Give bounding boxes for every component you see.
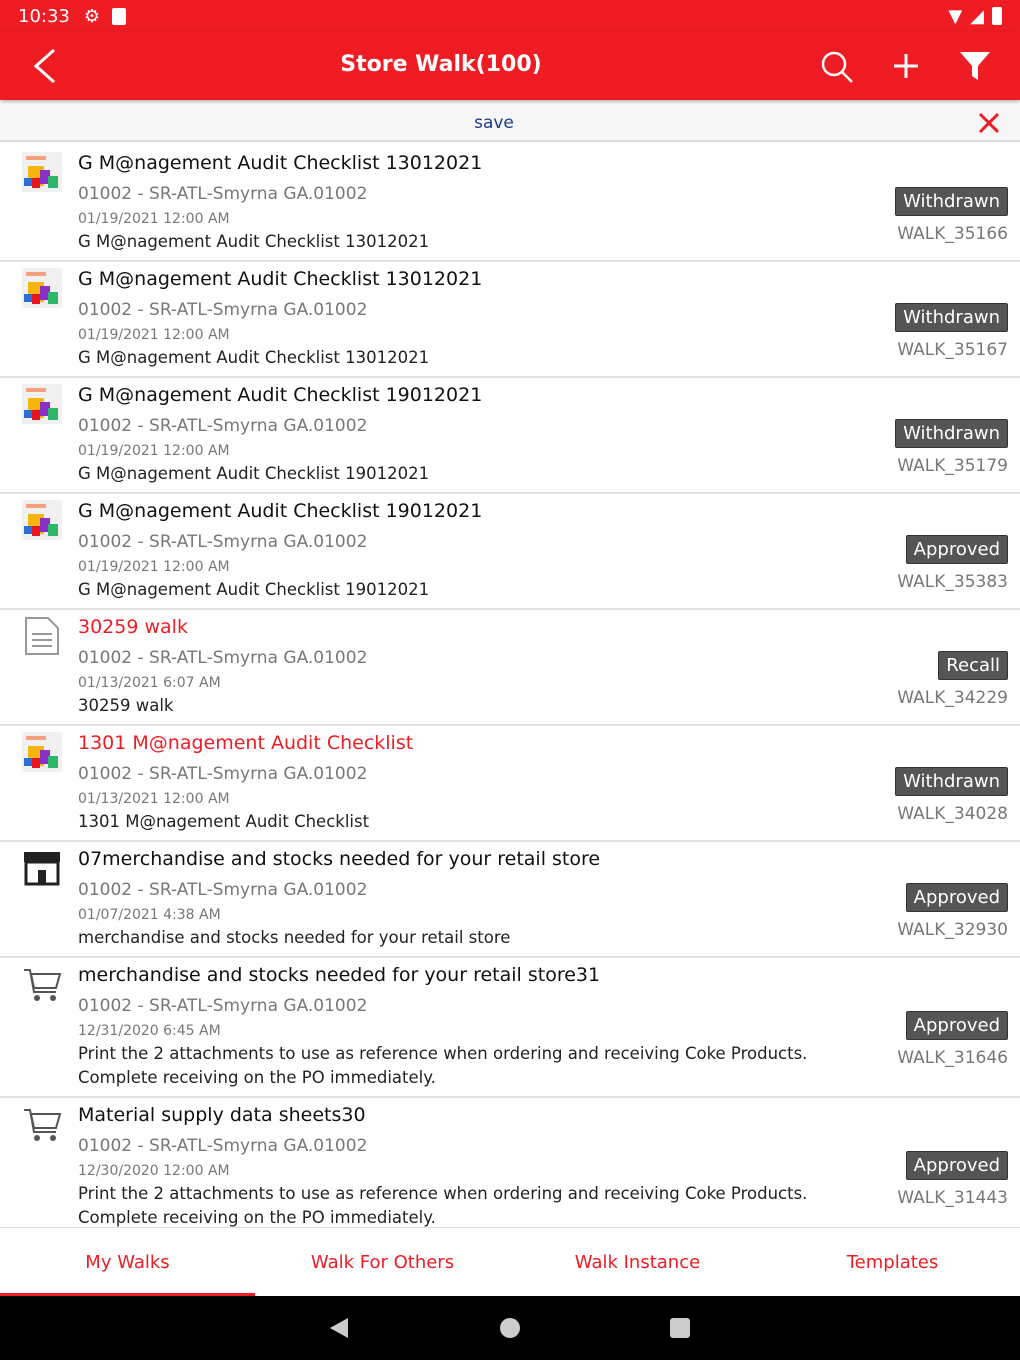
item-date: 01/19/2021 12:00 AM [78, 443, 230, 459]
item-meta [890, 378, 1020, 492]
item-description: G M@nagement Audit Checklist 13012021 [78, 232, 430, 251]
item-store: 01002 - SR-ATL-Smyrna GA.01002 [78, 416, 368, 436]
wifi-icon: ▼ [948, 5, 963, 27]
item-store: 01002 - SR-ATL-Smyrna GA.01002 [78, 764, 368, 784]
item-title: Material supply data sheets30 [78, 1104, 366, 1126]
item-store: 01002 - SR-ATL-Smyrna GA.01002 [78, 880, 368, 900]
item-title: 07merchandise and stocks needed for your retail store [78, 848, 601, 870]
item-meta [890, 726, 1020, 840]
walk-id: WALK_32930 [897, 919, 1008, 940]
item-meta [890, 262, 1020, 376]
item-date: 01/13/2021 12:00 AM [78, 791, 230, 807]
item-description: G M@nagement Audit Checklist 19012021 [78, 580, 430, 599]
item-title: 30259 walk [78, 616, 188, 638]
list-item[interactable] [0, 378, 1020, 494]
status-badge[interactable]: Approved [906, 1011, 1008, 1040]
walk-id: WALK_31443 [897, 1187, 1008, 1208]
status-badge[interactable]: Recall [938, 651, 1008, 680]
document-icon [22, 616, 62, 656]
walk-id: WALK_34028 [897, 803, 1008, 824]
status-badge[interactable]: Withdrawn [895, 303, 1008, 332]
walk-id: WALK_35167 [897, 339, 1008, 360]
tab-my-walks[interactable]: My Walks [0, 1228, 255, 1296]
storefront-icon [22, 848, 62, 888]
bottom-tabs [0, 1227, 1020, 1296]
status-bar [0, 0, 1020, 32]
item-body [78, 494, 890, 608]
shopping-bags-icon [22, 152, 62, 192]
cart-icon [22, 1104, 62, 1144]
item-body [78, 842, 890, 956]
list-item[interactable] [0, 146, 1020, 262]
item-description: Print the 2 attachments to use as reference when ordering and receiving Coke Products. Complete receiving on the PO immediately. [78, 1184, 808, 1227]
item-meta [890, 1098, 1020, 1227]
item-title: 1301 M@nagement Audit Checklist [78, 732, 414, 754]
clock: 10:33 [18, 5, 70, 27]
item-title: G M@nagement Audit Checklist 19012021 [78, 384, 483, 406]
item-body [78, 726, 890, 840]
tab-walk-for-others[interactable]: Walk For Others [310, 1252, 455, 1273]
sd-card-icon [112, 8, 126, 25]
walk-list[interactable] [0, 146, 1020, 1227]
nav-home-icon[interactable] [499, 1317, 521, 1339]
status-badge[interactable]: Approved [906, 1151, 1008, 1180]
nav-recents-icon[interactable] [669, 1317, 691, 1339]
item-meta [890, 958, 1020, 1096]
item-title: merchandise and stocks needed for your retail store31 [78, 964, 601, 986]
walk-id: WALK_35179 [897, 455, 1008, 476]
page-title: Store Walk(100) [340, 52, 542, 77]
walk-id: WALK_35383 [897, 571, 1008, 592]
filter-icon[interactable] [958, 50, 992, 82]
search-icon[interactable] [820, 50, 854, 84]
walk-id: WALK_35166 [897, 223, 1008, 244]
item-store: 01002 - SR-ATL-Smyrna GA.01002 [78, 184, 368, 204]
status-badge[interactable]: Withdrawn [895, 419, 1008, 448]
cart-icon [22, 964, 62, 1004]
item-title: G M@nagement Audit Checklist 13012021 [78, 268, 483, 290]
item-body [78, 378, 890, 492]
status-badge[interactable]: Approved [906, 883, 1008, 912]
item-body [78, 610, 890, 724]
save-button[interactable]: save [474, 113, 514, 133]
item-description: G M@nagement Audit Checklist 19012021 [78, 464, 430, 483]
item-meta [890, 494, 1020, 608]
shopping-bags-icon [22, 384, 62, 424]
walk-id: WALK_34229 [897, 687, 1008, 708]
item-store: 01002 - SR-ATL-Smyrna GA.01002 [78, 996, 368, 1016]
system-nav-bar [0, 1296, 1020, 1360]
item-date: 12/30/2020 12:00 AM [78, 1163, 230, 1179]
item-description: 1301 M@nagement Audit Checklist [78, 812, 370, 831]
item-body [78, 1098, 890, 1227]
item-description: 30259 walk [78, 696, 174, 715]
shopping-bags-icon [22, 268, 62, 308]
item-date: 01/13/2021 6:07 AM [78, 675, 221, 691]
item-title: G M@nagement Audit Checklist 19012021 [78, 500, 483, 522]
nav-back-icon[interactable] [328, 1316, 350, 1340]
app-bar [0, 32, 1020, 100]
status-badge[interactable]: Withdrawn [895, 767, 1008, 796]
item-store: 01002 - SR-ATL-Smyrna GA.01002 [78, 532, 368, 552]
signal-icon: ◢ [970, 5, 984, 27]
status-badge[interactable]: Approved [906, 535, 1008, 564]
item-description: G M@nagement Audit Checklist 13012021 [78, 348, 430, 367]
item-date: 01/07/2021 4:38 AM [78, 907, 221, 923]
tab-walk-instance[interactable]: Walk Instance [574, 1252, 701, 1273]
item-meta [890, 610, 1020, 724]
item-store: 01002 - SR-ATL-Smyrna GA.01002 [78, 1136, 368, 1156]
list-item[interactable] [0, 726, 1020, 842]
item-date: 01/19/2021 12:00 AM [78, 559, 230, 575]
tab-templates[interactable]: Templates [846, 1252, 939, 1273]
settings-icon: ⚙ [83, 5, 101, 27]
save-bar [0, 104, 1020, 142]
shopping-bags-icon [22, 732, 62, 772]
item-body [78, 958, 890, 1096]
item-title: G M@nagement Audit Checklist 13012021 [78, 152, 483, 174]
list-item[interactable] [0, 262, 1020, 378]
item-date: 01/19/2021 12:00 AM [78, 211, 230, 227]
item-meta [890, 842, 1020, 956]
item-date: 12/31/2020 6:45 AM [78, 1023, 221, 1039]
item-body [78, 146, 890, 260]
item-description: merchandise and stocks needed for your retail store [78, 928, 511, 947]
list-item[interactable] [0, 610, 1020, 726]
list-item[interactable] [0, 494, 1020, 610]
item-store: 01002 - SR-ATL-Smyrna GA.01002 [78, 648, 368, 668]
list-item[interactable] [0, 842, 1020, 958]
item-date: 01/19/2021 12:00 AM [78, 327, 230, 343]
walk-id: WALK_31646 [897, 1047, 1008, 1068]
item-body [78, 262, 890, 376]
battery-icon [992, 7, 1002, 25]
item-description: Print the 2 attachments to use as reference when ordering and receiving Coke Products. Complete receiving on the PO immediately. [78, 1044, 808, 1087]
item-meta [890, 146, 1020, 260]
list-item[interactable] [0, 1098, 1020, 1227]
item-store: 01002 - SR-ATL-Smyrna GA.01002 [78, 300, 368, 320]
shopping-bags-icon [22, 500, 62, 540]
add-icon[interactable] [892, 52, 920, 80]
close-icon[interactable] [978, 112, 1000, 134]
list-item[interactable] [0, 958, 1020, 1098]
status-badge[interactable]: Withdrawn [895, 187, 1008, 216]
